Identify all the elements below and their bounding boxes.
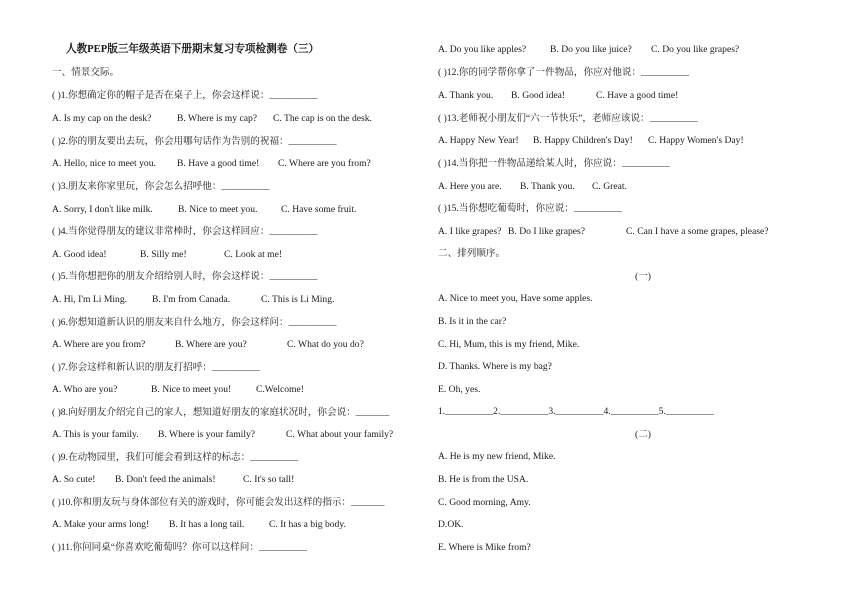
option-b: B. Happy Children's Day! (533, 135, 633, 146)
question-3: ( )3.朋友来你家里玩，你会怎么招呼他：__________ (52, 181, 270, 192)
question-12: ( )12.你的同学帮你拿了一件物品，你应对他说：__________ (438, 67, 690, 78)
question-1: ( )1.你想确定你的帽子是否在桌子上，你会这样说：__________ (52, 90, 318, 101)
question-9: ( )9.在动物园里，我们可能会看到这样的标志：__________ (52, 452, 299, 463)
option-c: C. Great. (592, 181, 627, 192)
option-a: A. Make your arms long! (52, 519, 150, 530)
order-item: E. Where is Mike from? (438, 542, 531, 553)
question-6: ( )6.你想知道新认识的朋友来自什么地方，你会这样问：__________ (52, 317, 337, 328)
option-b: B. Nice to meet you! (151, 384, 232, 395)
option-a: A. Good idea! (52, 249, 107, 260)
options-4 (52, 249, 282, 261)
option-a: A. So cute! (52, 474, 96, 485)
order-item: A. He is my new friend, Mike. (438, 451, 556, 462)
order-item: E. Oh, yes. (438, 384, 481, 395)
option-a: A. Do you like apples? (438, 44, 527, 55)
option-c: C. This is Li Ming. (261, 294, 335, 305)
options-11 (438, 44, 739, 56)
options-3 (52, 204, 356, 216)
answer-blanks-1: 1.__________2.__________3.__________4.__________5.__________ (438, 406, 714, 417)
option-c: C. The cap is on the desk. (273, 113, 372, 124)
question-13: ( )13.老师祝小朋友们“六一节快乐”，老师应该说：__________ (438, 113, 698, 124)
option-b: B. Do you like juice? (550, 44, 632, 55)
option-b: B. Do I like grapes? (508, 226, 585, 237)
order-item: D. Thanks. Where is my bag? (438, 361, 552, 372)
order-item: B. He is from the USA. (438, 474, 529, 485)
option-a: A. Hi, I'm Li Ming. (52, 294, 128, 305)
order-item: D.OK. (438, 519, 464, 530)
option-b: B. Have a good time! (177, 158, 260, 169)
option-b: B. Thank you. (520, 181, 575, 192)
question-8: ( )8.向好朋友介绍完自己的家人，想知道好朋友的家庭状况时，你会说：_______ (52, 407, 390, 418)
option-a: A. Where are you from? (52, 339, 146, 350)
option-c: C. It has a big body. (269, 519, 346, 530)
question-10: ( )10.你和朋友玩与身体部位有关的游戏时，你可能会发出这样的指示：_______ (52, 497, 385, 508)
question-11: ( )11.你问同桌“你喜欢吃葡萄吗？你可以这样问：__________ (52, 542, 307, 553)
option-c: C. Have some fruit. (281, 204, 357, 215)
options-5 (52, 294, 334, 306)
option-a: A. Who are you? (52, 384, 118, 395)
option-a: A. Here you are. (438, 181, 502, 192)
question-2: ( )2.你的朋友要出去玩，你会用哪句话作为告别的祝福：__________ (52, 136, 337, 147)
option-b: B. Don't feed the animals! (115, 474, 216, 485)
option-a: A. I like grapes? (438, 226, 502, 237)
order-item: C. Good morning, Amy. (438, 497, 531, 508)
options-13 (438, 135, 744, 147)
order-item: B. Is it in the car? (438, 316, 507, 327)
group-label-2: (二) (635, 429, 651, 440)
order-item: A. Nice to meet you, Have some apples. (438, 293, 593, 304)
option-a: A. Hello, nice to meet you. (52, 158, 156, 169)
option-c: C. Have a good time! (596, 90, 679, 101)
group-label-1: (一) (635, 271, 651, 282)
option-a: A. Happy New Year! (438, 135, 519, 146)
option-c: C.Welcome! (256, 384, 304, 395)
option-c: C. Where are you from? (278, 158, 371, 169)
option-c: C. What do you do? (287, 339, 364, 350)
options-9 (52, 474, 294, 486)
option-a: A. Sorry, I don't like milk. (52, 204, 153, 215)
option-b: B. Where is your family? (158, 429, 256, 440)
question-7: ( )7.你会这样和新认识的朋友打招呼：__________ (52, 362, 260, 373)
options-1 (52, 113, 372, 125)
section-heading-2: 二、排列顺序。 (438, 248, 506, 259)
options-15 (438, 226, 769, 238)
option-a: A. Is my cap on the desk? (52, 113, 152, 124)
order-item: C. Hi, Mum, this is my friend, Mike. (438, 339, 580, 350)
options-12 (438, 90, 678, 102)
option-b: B. It has a long tail. (169, 519, 245, 530)
option-c: C. What about your family? (286, 429, 394, 440)
option-c: C. Do you like grapes? (651, 44, 740, 55)
question-15: ( )15.当你想吃葡萄时，你应说：__________ (438, 203, 622, 214)
page-title: 人教PEP版三年级英语下册期末复习专项检测卷（三） (66, 44, 320, 55)
option-b: B. Where is my cap? (177, 113, 258, 124)
options-2 (52, 158, 371, 170)
section-heading-1: 一、情景交际。 (52, 67, 120, 78)
option-b: B. Silly me! (140, 249, 187, 260)
option-b: B. I'm from Canada. (152, 294, 231, 305)
options-7 (52, 384, 304, 396)
options-10 (52, 519, 346, 531)
option-c: C. It's so tall! (243, 474, 295, 485)
option-c: C. Look at me! (224, 249, 283, 260)
options-8 (52, 429, 393, 441)
option-c: C. Can I have a some grapes, please? (626, 226, 769, 237)
options-6 (52, 339, 364, 351)
option-a: A. This is your family. (52, 429, 139, 440)
option-a: A. Thank you. (438, 90, 494, 101)
option-c: C. Happy Women's Day! (648, 135, 744, 146)
options-14 (438, 181, 627, 193)
option-b: B. Good idea! (511, 90, 566, 101)
option-b: B. Nice to meet you. (178, 204, 258, 215)
question-14: ( )14.当你把一件物品递给某人时，你应说：__________ (438, 158, 670, 169)
question-5: ( )5.当你想把你的朋友介绍给别人时，你会这样说：__________ (52, 271, 318, 282)
question-4: ( )4.当你觉得朋友的建议非常棒时，你会这样回应：__________ (52, 226, 318, 237)
option-b: B. Where are you? (175, 339, 247, 350)
